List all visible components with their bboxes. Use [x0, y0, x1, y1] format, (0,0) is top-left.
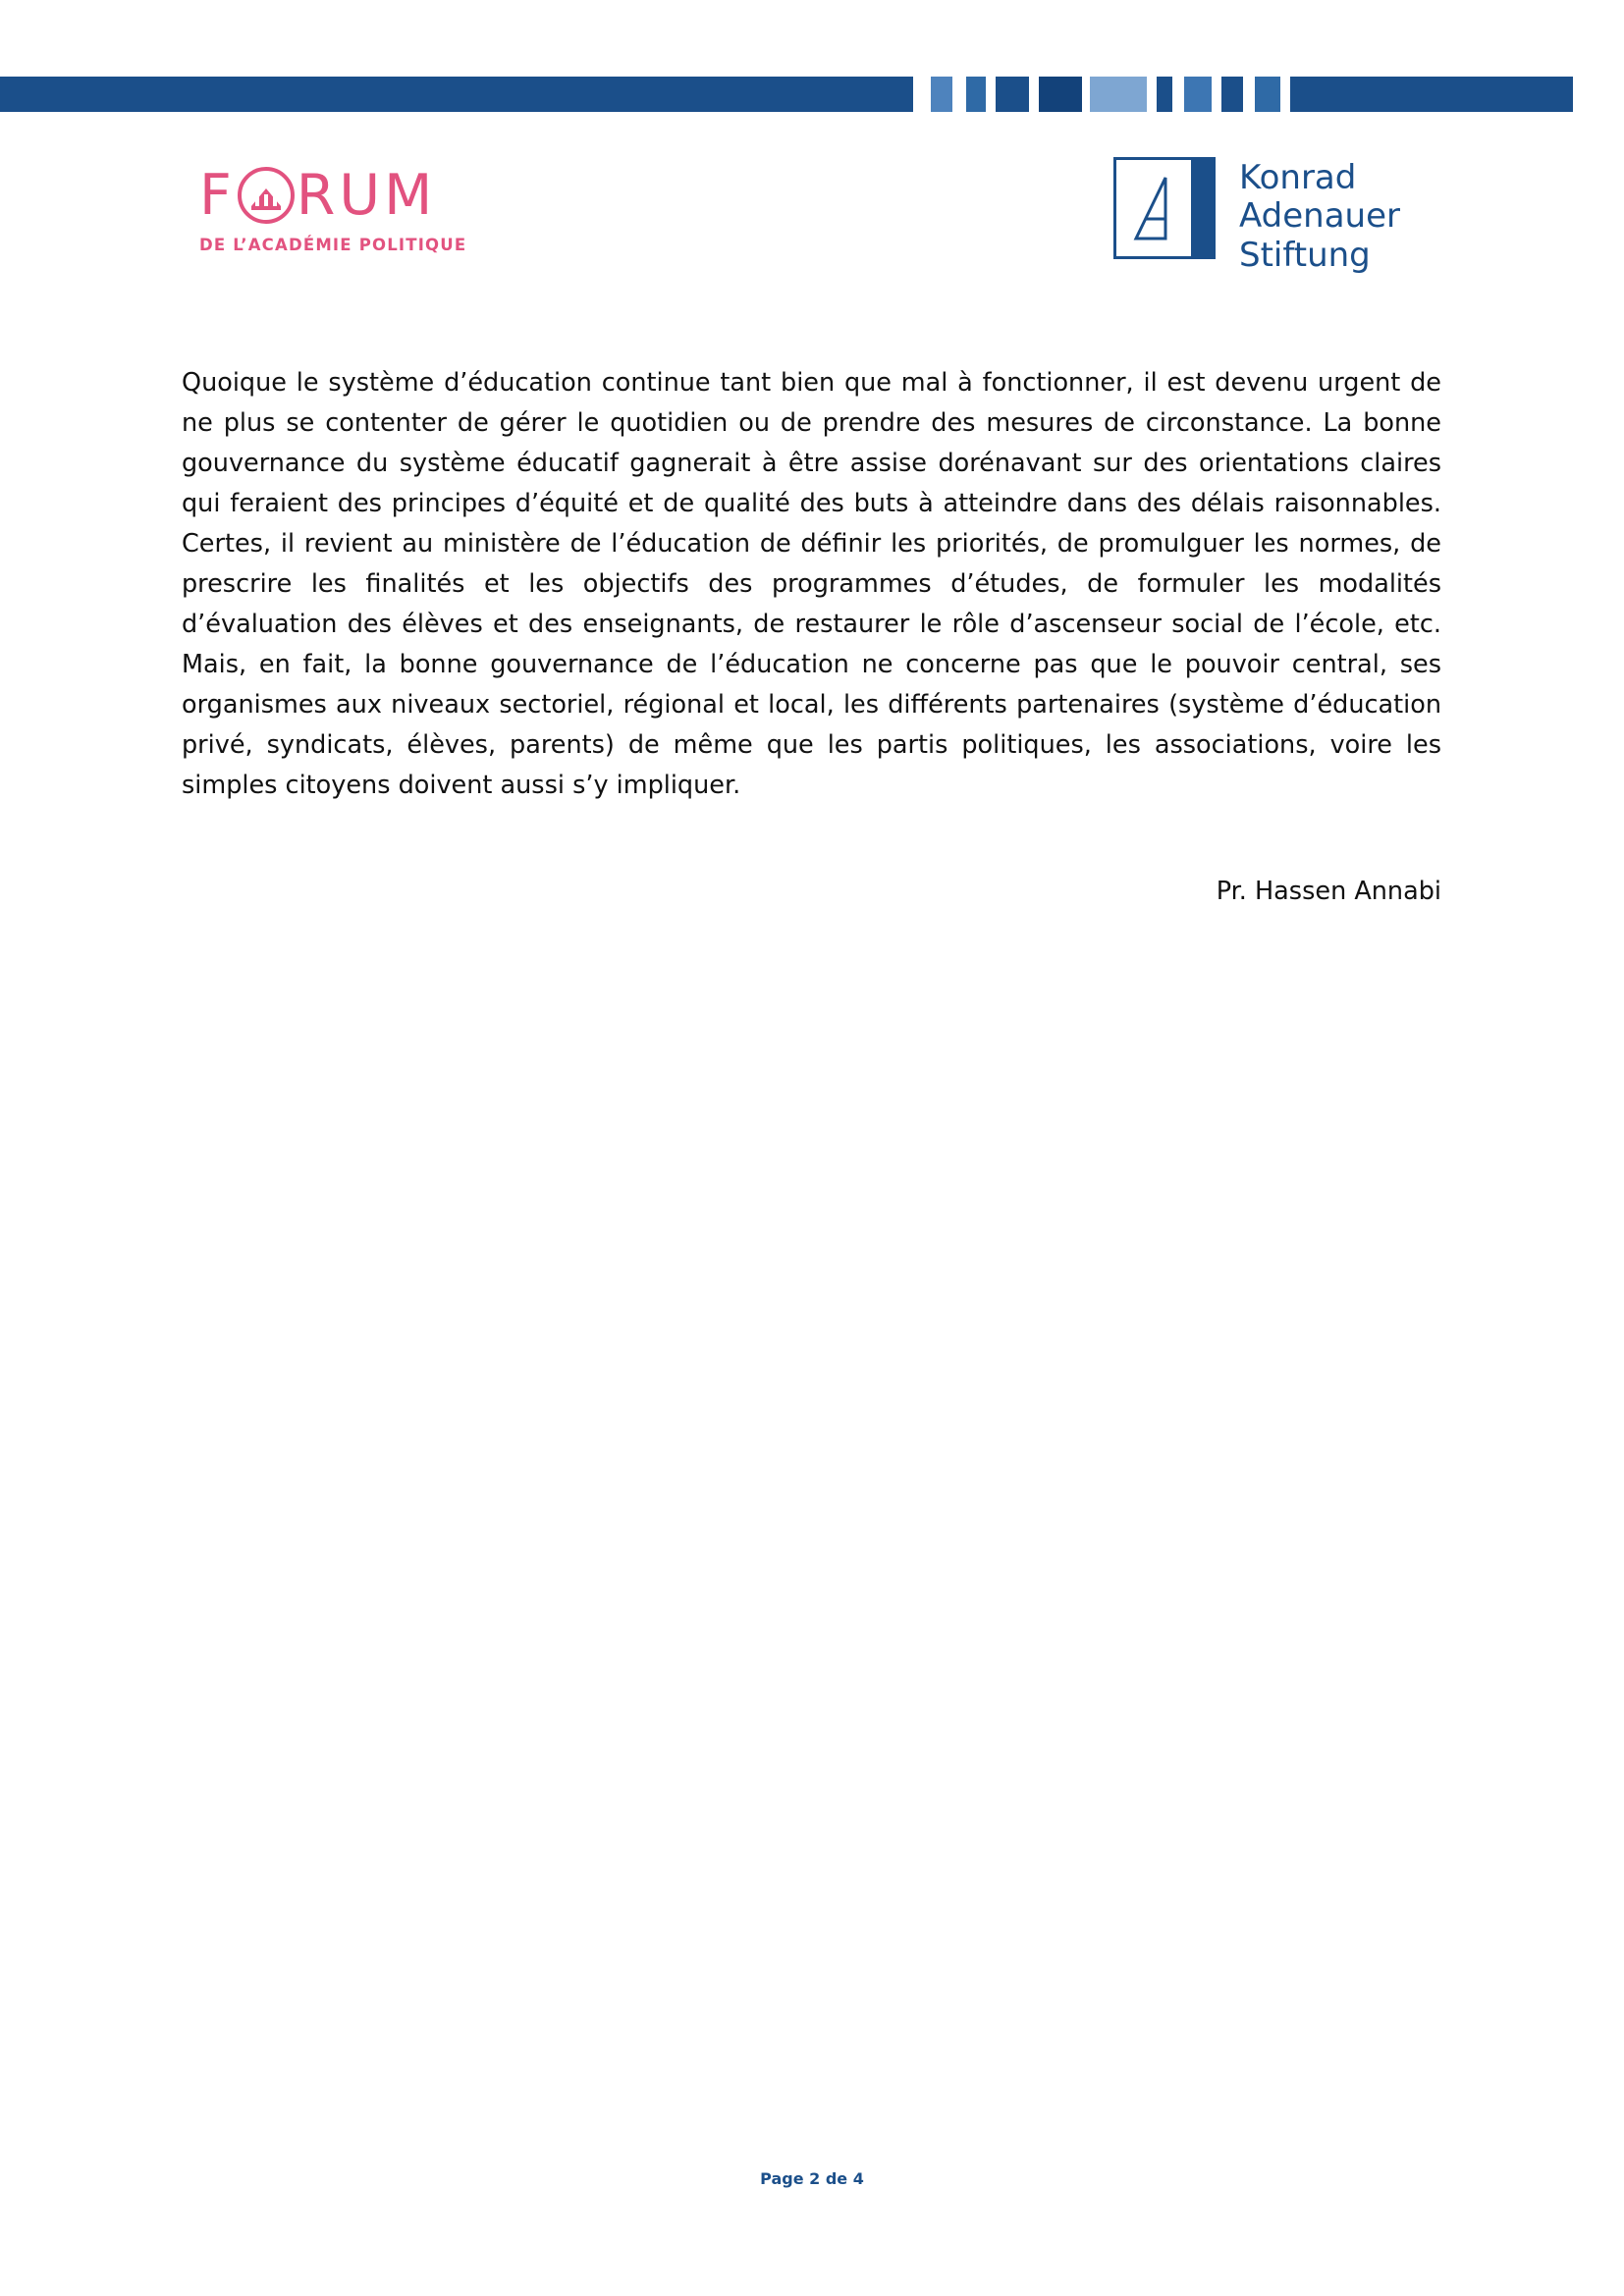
top-bar-segment-15: [1212, 77, 1221, 112]
top-bar-segment-0: [0, 77, 913, 112]
kas-line-1: Konrad: [1239, 158, 1357, 197]
kas-logo: [1113, 157, 1400, 275]
forum-building-icon: [238, 167, 295, 224]
top-bar-segment-13: [1172, 77, 1184, 112]
top-bar-segment-6: [996, 77, 1029, 112]
decorative-top-bar: [0, 77, 1573, 112]
forum-letter-f: F: [199, 163, 236, 228]
top-bar-segment-12: [1157, 77, 1172, 112]
top-bar-segment-5: [986, 77, 996, 112]
page-number-label: Page 2 de 4: [760, 2169, 864, 2188]
top-bar-segment-2: [931, 77, 952, 112]
top-bar-segment-14: [1184, 77, 1212, 112]
top-bar-segment-8: [1039, 77, 1082, 112]
author-signature: Pr. Hassen Annabi: [1216, 877, 1441, 906]
forum-wordmark: [199, 163, 494, 228]
top-bar-segment-7: [1029, 77, 1039, 112]
forum-logo: [199, 163, 494, 254]
document-header: [0, 157, 1624, 304]
top-bar-segment-17: [1243, 77, 1255, 112]
document-body: [182, 363, 1441, 906]
top-bar-segment-10: [1090, 77, 1147, 112]
page-footer: [0, 2169, 1624, 2188]
forum-subtitle: DE L’ACADÉMIE POLITIQUE: [199, 236, 467, 254]
top-bar-segment-1: [913, 77, 931, 112]
kas-line-2: Adenauer: [1239, 196, 1400, 237]
top-bar-segment-11: [1147, 77, 1157, 112]
top-bar-segment-9: [1082, 77, 1090, 112]
kas-emblem-icon: [1113, 157, 1216, 259]
top-bar-segment-19: [1280, 77, 1290, 112]
top-bar-segment-4: [966, 77, 986, 112]
kas-wordmark: [1239, 157, 1400, 275]
top-bar-segment-20: [1290, 77, 1573, 112]
top-bar-segment-3: [952, 77, 966, 112]
body-paragraph: Quoique le système d’éducation continue tant bien que mal à fonctionner, il est devenu urgent de ne plus se contenter de gérer le quotidien ou de prendre des mesures de circonstance. La bonne gouvernance du système éducatif gagnerait à être assise dorénavant sur des orientations claires qui feraient des principes d’équité et de qualité des buts à atteindre dans des délais raisonnables. Certes, il revient au ministère de l’éducation de définir les priorités, de promulguer les normes, de prescrire les finalités et les objectifs des programmes d’études, de formuler les modalités d’évaluation des élèves et des enseignants, de restaurer le rôle d’ascenseur social de l’école, etc. Mais, en fait, la bonne gouvernance de l’éducation ne concerne pas que le pouvoir central, ses organismes aux niveaux sectoriel, régional et local, les différents partenaires (système d’éducation privé, syndicats, élèves, parents) de même que les partis politiques, les associations, voire les simples citoyens doivent aussi s’y impliquer.: [182, 368, 1441, 800]
forum-letters-rum: RUM: [296, 163, 437, 228]
top-bar-segment-16: [1221, 77, 1243, 112]
top-bar-segment-18: [1255, 77, 1280, 112]
kas-line-3: Stiftung: [1239, 235, 1371, 275]
